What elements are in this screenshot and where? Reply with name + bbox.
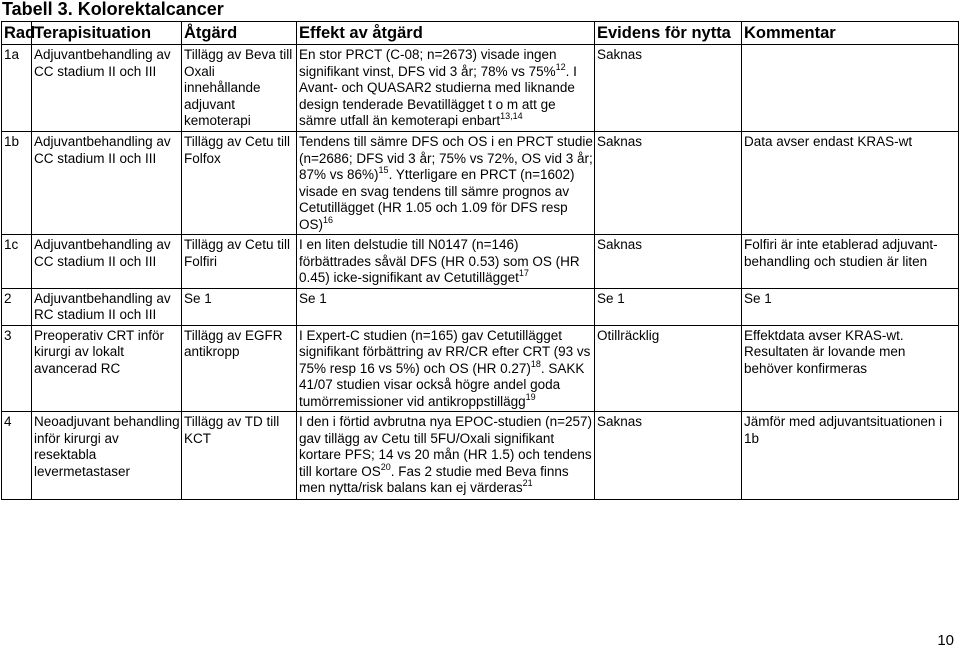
cell-terapisituation: Adjuvantbehandling av CC stadium II och III <box>32 132 182 235</box>
cell-kommentar: Effektdata avser KRAS-wt. Resultaten är lovande men behöver konfirmeras <box>742 325 959 412</box>
header-effekt: Effekt av åtgärd <box>297 22 595 45</box>
cell-rad: 3 <box>2 325 32 412</box>
cell-kommentar: Data avser endast KRAS-wt <box>742 132 959 235</box>
cell-terapisituation: Adjuvantbehandling av RC stadium II och III <box>32 288 182 325</box>
cell-evidens: Saknas <box>595 132 742 235</box>
cell-terapisituation: Preoperativ CRT inför kirurgi av lokalt avancerad RC <box>32 325 182 412</box>
cell-effekt: I en liten delstudie till N0147 (n=146) förbättrades såväl DFS (HR 0.53) som OS (HR 0.45) icke-signifikant av Cetutillägget$^{17}$ <box>297 235 595 289</box>
cell-rad: 1b <box>2 132 32 235</box>
cell-kommentar <box>742 45 959 132</box>
header-rad: Rad <box>2 22 32 45</box>
cell-evidens: Otillräcklig <box>595 325 742 412</box>
cell-kommentar: Se 1 <box>742 288 959 325</box>
table-row <box>2 412 959 500</box>
cell-rad: 2 <box>2 288 32 325</box>
header-evidens: Evidens för nytta <box>595 22 742 45</box>
table-row <box>2 325 959 412</box>
table-row <box>2 235 959 289</box>
cell-atgard: Tillägg av Cetu till Folfox <box>182 132 297 235</box>
cell-rad: 1c <box>2 235 32 289</box>
cell-rad: 4 <box>2 412 32 500</box>
cell-terapisituation: Neoadjuvant behandling inför kirurgi av resektabla levermetastaser <box>32 412 182 500</box>
cell-terapisituation: Adjuvantbehandling av CC stadium II och III <box>32 235 182 289</box>
cell-effekt: Tendens till sämre DFS och OS i en PRCT studie (n=2686; DFS vid 3 år; 75% vs 72%, OS vid 3 år; 87% vs 86%)$^{15}$. Ytterligare en PRCT (n=1602) visade en svag tendens till sämre prognos av Cetutillägget (HR 1.05 och 1.09 för DFS resp OS)$^{16}$ <box>297 132 595 235</box>
evidence-table <box>1 21 959 500</box>
cell-rad: 1a <box>2 45 32 132</box>
cell-terapisituation: Adjuvantbehandling av CC stadium II och III <box>32 45 182 132</box>
cell-effekt: I Expert-C studien (n=165) gav Cetutillägget signifikant förbättring av RR/CR efter CRT (93 vs 75% resp 16 vs 5%) och OS (HR 0.27)$^{18}$. SAKK 41/07 studien visar också högre andel goda tumörremissioner vid antikroppstillägg$^{19}$ <box>297 325 595 412</box>
table-title: Tabell 3. Kolorektalcancer <box>2 0 224 19</box>
cell-effekt: En stor PRCT (C-08; n=2673) visade ingen signifikant vinst, DFS vid 3 år; 78% vs 75%$^{12}$. I Avant- och QUASAR2 studierna med liknande design tenderade Bevatillägget t o m att ge sämre utfall än kemoterapi enbart$^{13,14}$ <box>297 45 595 132</box>
cell-evidens: Se 1 <box>595 288 742 325</box>
cell-atgard: Tillägg av Beva till Oxali innehållande adjuvant kemoterapi <box>182 45 297 132</box>
cell-kommentar: Folfiri är inte etablerad adjuvant-behandling och studien är liten <box>742 235 959 289</box>
cell-atgard: Se 1 <box>182 288 297 325</box>
header-terapisituation: Terapisituation <box>32 22 182 45</box>
cell-effekt: I den i förtid avbrutna nya EPOC-studien (n=257) gav tillägg av Cetu till 5FU/Oxali signifikant kortare PFS; 14 vs 20 mån (HR 1.5) och tendens till kortare OS$^{20}$. Fas 2 studie med Beva finns men nytta/risk balans kan ej värderas$^{21}$ <box>297 412 595 500</box>
cell-kommentar: Jämför med adjuvantsituationen i 1b <box>742 412 959 500</box>
header-row <box>2 22 959 45</box>
cell-evidens: Saknas <box>595 412 742 500</box>
cell-evidens: Saknas <box>595 235 742 289</box>
table-row <box>2 132 959 235</box>
cell-effekt: Se 1 <box>297 288 595 325</box>
cell-atgard: Tillägg av Cetu till Folfiri <box>182 235 297 289</box>
cell-atgard: Tillägg av TD till KCT <box>182 412 297 500</box>
cell-atgard: Tillägg av EGFR antikropp <box>182 325 297 412</box>
table-row <box>2 45 959 132</box>
header-atgard: Åtgärd <box>182 22 297 45</box>
cell-evidens: Saknas <box>595 45 742 132</box>
page-number: 10 <box>937 632 954 649</box>
table-row <box>2 288 959 325</box>
header-kommentar: Kommentar <box>742 22 959 45</box>
